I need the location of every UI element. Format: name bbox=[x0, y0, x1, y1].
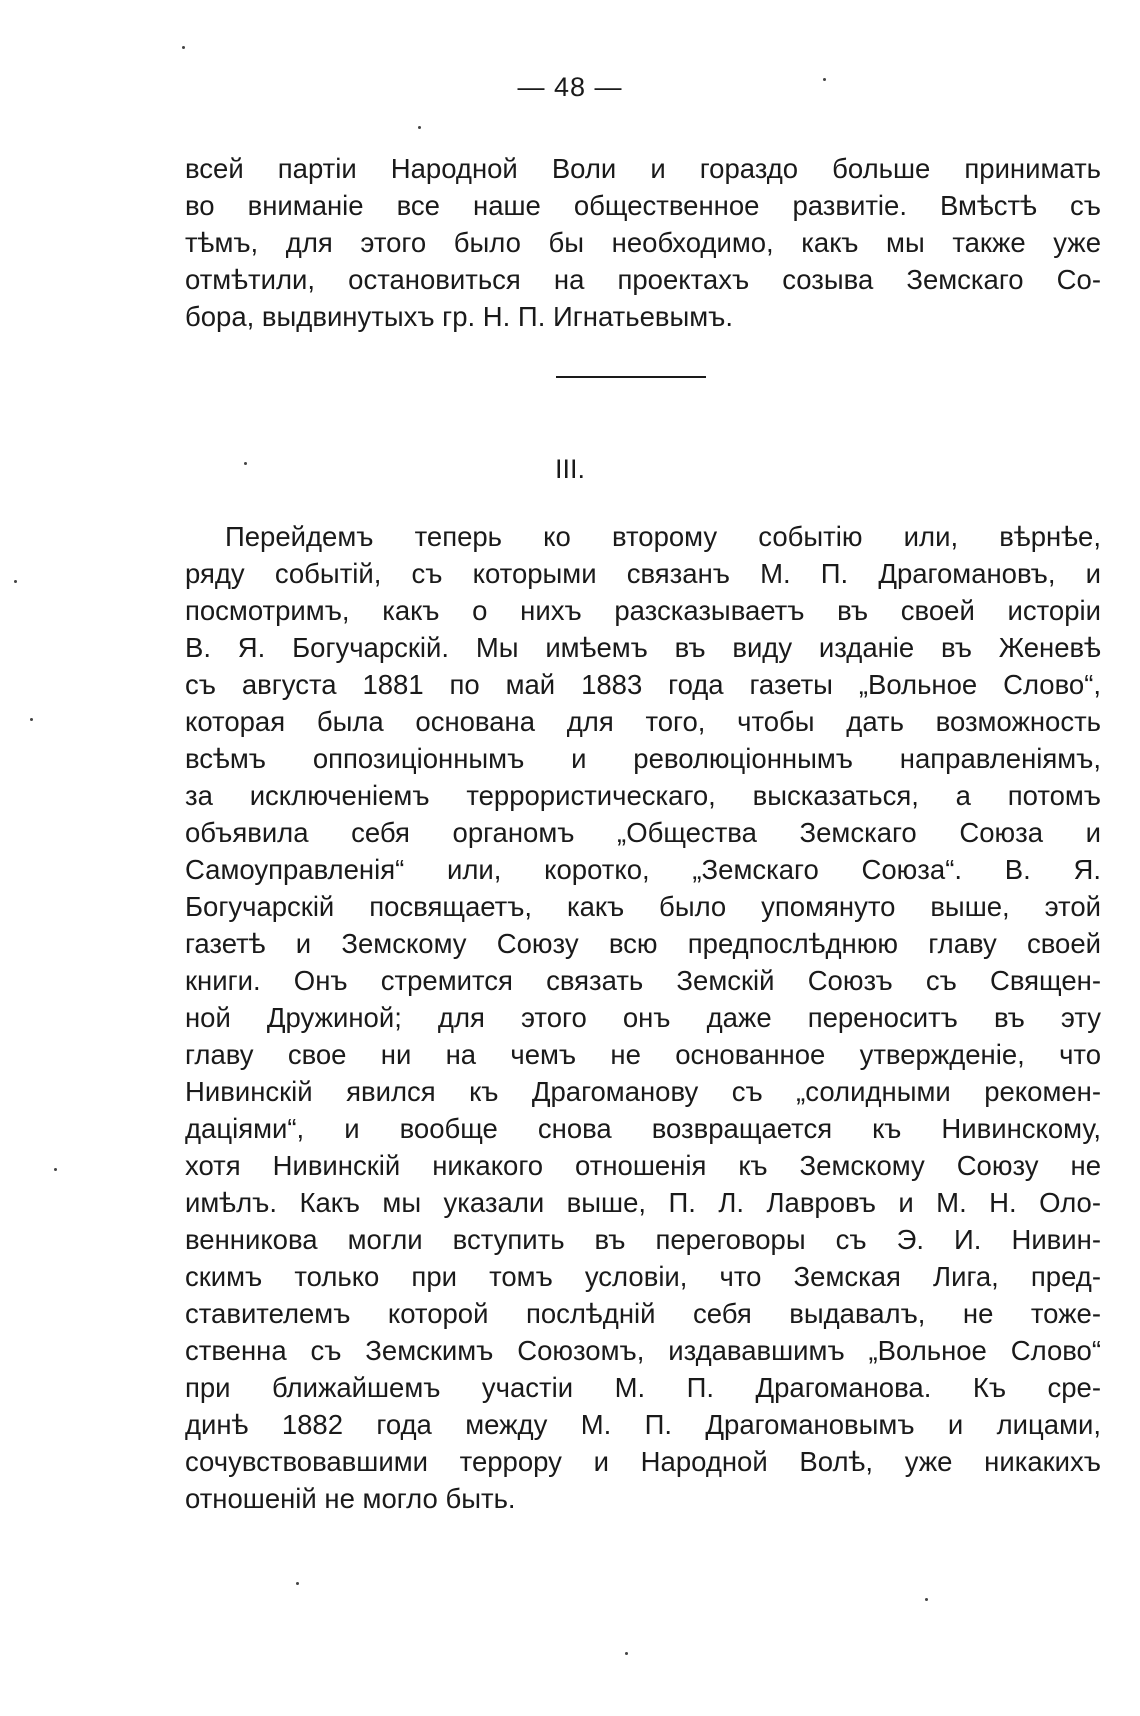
scan-speck bbox=[14, 580, 17, 583]
section-heading: III. bbox=[554, 454, 585, 484]
text-line: при ближайшемъ участіи М. П. Драгоманова. Къ сре- bbox=[185, 1372, 1101, 1403]
scan-speck bbox=[625, 1652, 628, 1655]
text-line: за исключеніемъ террористическаго, высказаться, а потомъ bbox=[185, 780, 1101, 811]
text-line: имѣлъ. Какъ мы указали выше, П. Л. Лавровъ и М. Н. Оло- bbox=[185, 1187, 1101, 1218]
text-line: Самоуправленія“ или, коротко, „Земскаго Союза“. В. Я. bbox=[185, 854, 1101, 885]
paragraph-main bbox=[185, 518, 1101, 1517]
scan-speck bbox=[30, 718, 33, 721]
text-line: Богучарскій посвящаетъ, какъ было упомянуто выше, этой bbox=[185, 891, 1101, 922]
text-line: Нивинскій явился къ Драгоманову съ „солидными рекомен- bbox=[185, 1076, 1101, 1107]
text-line: отмѣтили, остановиться на проектахъ созыва Земскаго Со- bbox=[185, 264, 1101, 295]
text-line: во вниманіе все наше общественное развитіе. Вмѣстѣ съ bbox=[185, 190, 1101, 221]
text-line: венникова могли вступить въ переговоры съ Э. И. Нивин- bbox=[185, 1224, 1101, 1255]
text-line: ряду событій, съ которыми связанъ М. П. Драгомановъ, и bbox=[185, 558, 1101, 589]
text-line: всей партіи Народной Воли и гораздо больше принимать bbox=[185, 153, 1101, 184]
text-line: скимъ только при томъ условіи, что Земская Лига, пред- bbox=[185, 1261, 1101, 1292]
text-line: хотя Нивинскій никакого отношенія къ Земскому Союзу не bbox=[185, 1150, 1101, 1181]
text-line: всѣмъ оппозиціоннымъ и революціоннымъ направленіямъ, bbox=[185, 743, 1101, 774]
section-divider bbox=[556, 376, 706, 378]
text-line: съ августа 1881 по май 1883 года газеты „Вольное Слово“, bbox=[185, 669, 1101, 700]
paragraph-continued bbox=[185, 150, 1101, 335]
text-line: ставителемъ которой послѣдній себя выдавалъ, не тоже- bbox=[185, 1298, 1101, 1329]
text-line: ственна съ Земскимъ Союзомъ, издававшимъ „Вольное Слово“ bbox=[185, 1335, 1101, 1366]
text-line: отношеній не могло быть. bbox=[185, 1483, 516, 1514]
scan-speck bbox=[244, 462, 247, 465]
scan-speck bbox=[54, 1168, 57, 1171]
text-line: главу свое ни на чемъ не основанное утвержденіе, что bbox=[185, 1039, 1101, 1070]
text-line: объявила себя органомъ „Общества Земскаго Союза и bbox=[185, 817, 1101, 848]
scan-speck bbox=[823, 78, 826, 81]
text-line: газетѣ и Земскому Союзу всю предпослѣднюю главу своей bbox=[185, 928, 1101, 959]
text-line: которая была основана для того, чтобы дать возможность bbox=[185, 706, 1101, 737]
text-line: книги. Онъ стремится связать Земскій Союзъ съ Священ- bbox=[185, 965, 1101, 996]
scan-speck bbox=[296, 1582, 299, 1585]
scan-speck bbox=[925, 1598, 928, 1601]
page-number: — 48 — bbox=[517, 72, 623, 102]
text-line: динѣ 1882 года между М. П. Драгомановымъ и лицами, bbox=[185, 1409, 1101, 1440]
scan-speck bbox=[182, 46, 185, 49]
text-line: В. Я. Богучарскій. Мы имѣемъ въ виду изданіе въ Женевѣ bbox=[185, 632, 1101, 663]
scan-speck bbox=[418, 126, 421, 129]
text-line: бора, выдвинутыхъ гр. Н. П. Игнатьевымъ. bbox=[185, 301, 733, 332]
text-line: даціями“, и вообще снова возвращается къ Нивинскому, bbox=[185, 1113, 1101, 1144]
text-line: сочувствовавшими террору и Народной Волѣ, уже никакихъ bbox=[185, 1446, 1101, 1477]
text-line: тѣмъ, для этого было бы необходимо, какъ мы также уже bbox=[185, 227, 1101, 258]
text-line: Перейдемъ теперь ко второму событію или, вѣрнѣе, bbox=[225, 521, 1101, 552]
text-line: посмотримъ, какъ о нихъ разсказываетъ въ своей исторіи bbox=[185, 595, 1101, 626]
text-line: ной Дружиной; для этого онъ даже переноситъ въ эту bbox=[185, 1002, 1101, 1033]
